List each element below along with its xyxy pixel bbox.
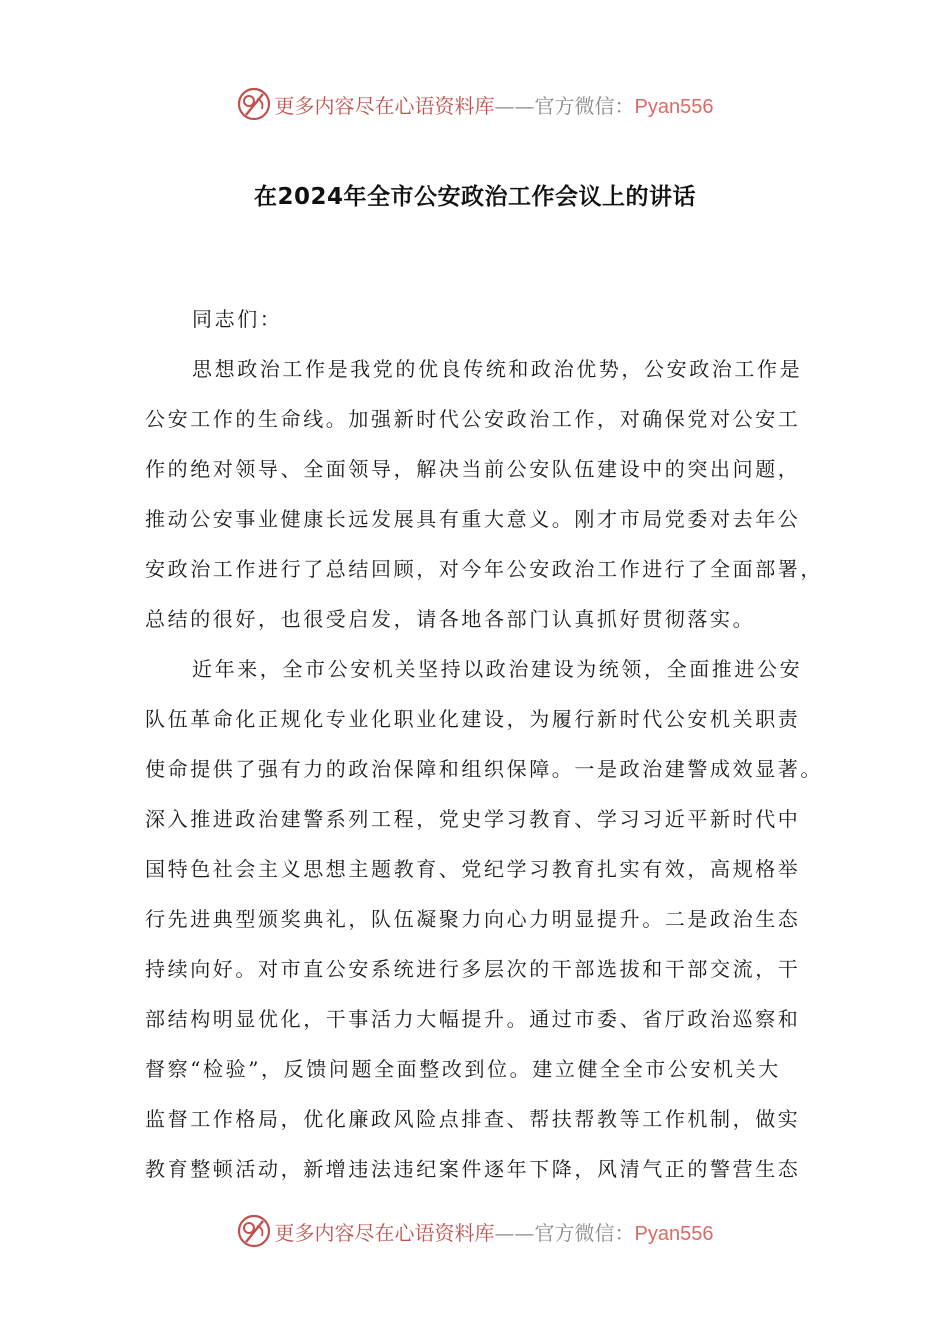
- paragraph-line: 行先进典型颁奖典礼，队伍凝聚力向心力明显提升。二是政治生态: [145, 907, 801, 931]
- brand-text: 更多内容尽在心语资料库: [274, 1220, 495, 1245]
- paragraph-line: 近年来，全市公安机关坚持以政治建设为统领，全面推进公安: [192, 657, 803, 681]
- header-watermark-banner: [0, 84, 950, 124]
- quill-pen-logo-icon: [237, 1214, 271, 1248]
- paragraph-line: 总结的很好，也很受启发，请各地各部门认真抓好贯彻落实。: [145, 607, 756, 631]
- paragraph-line: 监督工作格局，优化廉政风险点排查、帮扶帮教等工作机制，做实: [145, 1107, 801, 1131]
- paragraph-line: 推动公安事业健康长远发展具有重大意义。刚才市局党委对去年公: [145, 507, 801, 531]
- wechat-label: 官方微信：: [534, 93, 635, 118]
- wechat-label: 官方微信：: [534, 1220, 635, 1245]
- paragraph-line: 教育整顿活动，新增违法违纪案件逐年下降，风清气正的警营生态: [145, 1157, 801, 1181]
- paragraph-line: 安政治工作进行了总结回顾，对今年公安政治工作进行了全面部署，: [145, 557, 823, 581]
- dash: ——: [494, 1220, 535, 1245]
- brand-text: 更多内容尽在心语资料库: [274, 93, 495, 118]
- paragraph-line: 部结构明显优化，干事活力大幅提升。通过市委、省厅政治巡察和: [145, 1007, 801, 1031]
- document-title: 在2024年全市公安政治工作会议上的讲话: [253, 184, 696, 210]
- paragraph-line: 国特色社会主义思想主题教育、党纪学习教育扎实有效，高规格举: [145, 857, 801, 881]
- paragraph-line: 深入推进政治建警系列工程，党史学习教育、学习习近平新时代中: [145, 807, 801, 831]
- footer-watermark-banner: [0, 1211, 950, 1251]
- paragraph-line: 作的绝对领导、全面领导，解决当前公安队伍建设中的突出问题，: [145, 457, 801, 481]
- dash: ——: [494, 93, 535, 118]
- paragraph-line: 思想政治工作是我党的优良传统和政治优势，公安政治工作是: [192, 357, 803, 381]
- wechat-id: Pyan556: [634, 95, 714, 118]
- quill-pen-logo-icon: [237, 87, 271, 121]
- watermark-text: [275, 1217, 714, 1246]
- watermark-text: [275, 90, 714, 119]
- paragraph-line: 持续向好。对市直公安系统进行多层次的干部选拔和干部交流，干: [145, 957, 801, 981]
- salutation: 同志们：: [192, 307, 283, 331]
- wechat-id: Pyan556: [634, 1222, 714, 1245]
- document-body: [145, 294, 823, 1194]
- paragraph-line: 公安工作的生命线。加强新时代公安政治工作，对确保党对公安工: [145, 407, 801, 431]
- paragraph-line: 队伍革命化正规化专业化职业化建设，为履行新时代公安机关职责: [145, 707, 801, 731]
- paragraph-line: 使命提供了强有力的政治保障和组织保障。一是政治建警成效显著。: [145, 757, 823, 781]
- paragraph-line: 督察“检验”，反馈问题全面整改到位。建立健全全市公安机关大: [145, 1057, 781, 1081]
